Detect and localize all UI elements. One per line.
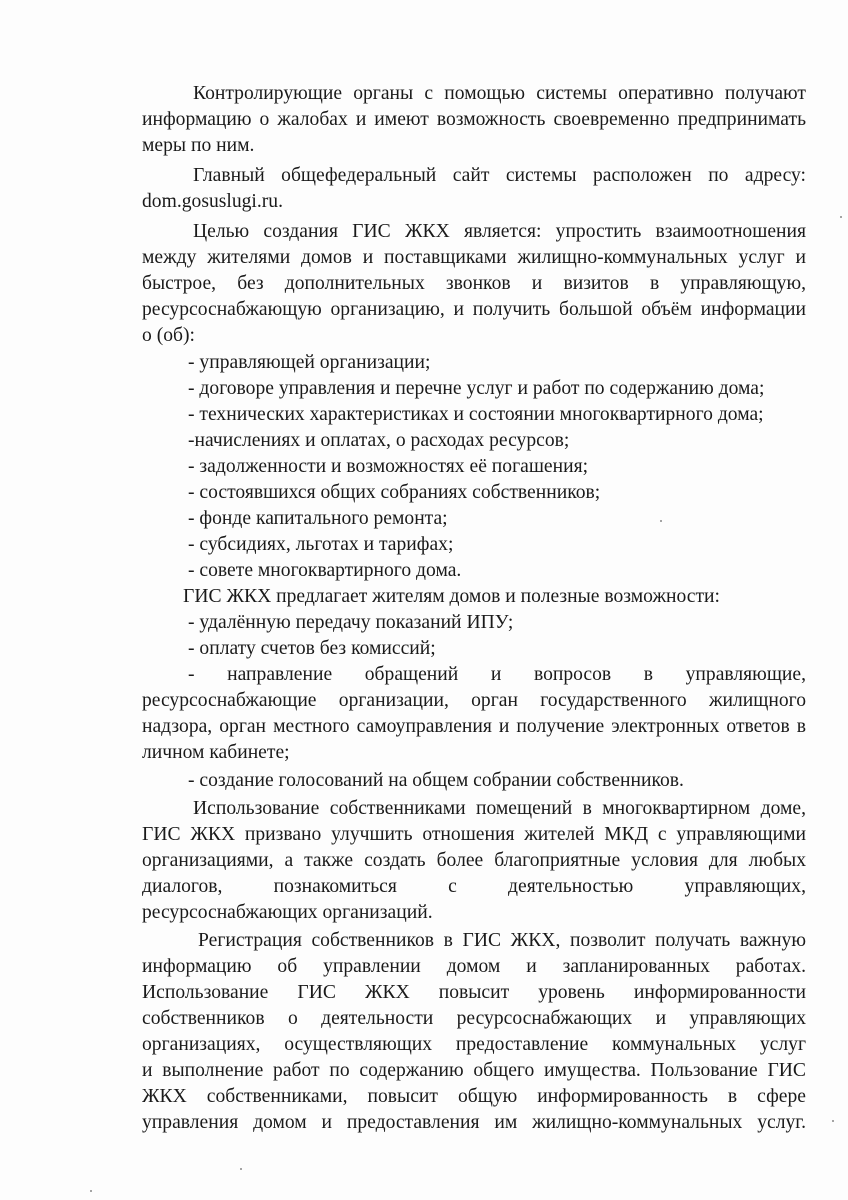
list-item: - удалённую передачу показаний ИПУ; xyxy=(188,612,514,633)
list-item: - состоявшихся общих собраниях собственников; xyxy=(188,482,601,503)
list-item: - направление обращений и вопросов в управляющие, xyxy=(188,664,806,685)
list-item: - совете многоквартирного дома. xyxy=(188,560,462,581)
paragraph-line: ЖКХ собственниками, повысит общую информированность в сфере xyxy=(142,1086,806,1107)
paragraph-line: Использование собственниками помещений в многоквартирном доме, xyxy=(193,798,806,819)
paragraph-line: Главный общефедеральный сайт системы расположен по адресу: xyxy=(193,165,806,186)
paragraph-line: диалогов, познакомиться с деятельностью управляющих, xyxy=(142,876,806,897)
website-address: dom.gosuslugi.ru. xyxy=(142,191,283,212)
paragraph-line: Использование ГИС ЖКХ повысит уровень информированности xyxy=(142,982,806,1003)
list-item: - договоре управления и перечне услуг и работ по содержанию дома; xyxy=(188,378,765,399)
list-item: - субсидиях, льготах и тарифах; xyxy=(188,534,454,555)
paragraph-line: Регистрация собственников в ГИС ЖКХ, позволит получать важную xyxy=(198,930,806,951)
list-item: - оплату счетов без комиссий; xyxy=(188,638,436,659)
paragraph-line: быстрое, без дополнительных звонков и визитов в управляющую, xyxy=(142,273,806,294)
scan-speck xyxy=(240,1168,242,1170)
list-item: -начислениях и оплатах, о расходах ресурсов; xyxy=(188,430,570,451)
paragraph-line: ГИС ЖКХ призвано улучшить отношения жителей МКД с управляющими xyxy=(142,824,806,845)
paragraph-line: и выполнение работ по содержанию общего имущества. Пользование ГИС xyxy=(142,1060,806,1081)
paragraph-line: надзора, орган местного самоуправления и получение электронных ответов в xyxy=(142,716,806,737)
paragraph-line: о (об): xyxy=(142,325,195,346)
paragraph-line: ресурсоснабжающих организаций. xyxy=(142,902,433,923)
list-item: - задолженности и возможностях её погашения; xyxy=(188,456,589,477)
list-item: - фонде капитального ремонта; xyxy=(188,508,448,529)
paragraph-line: организациями, а также создать более благоприятные условия для любых xyxy=(142,850,806,871)
list-item: - создание голосований на общем собрании собственников. xyxy=(188,770,684,791)
paragraph-line: личном кабинете; xyxy=(142,742,290,763)
paragraph-line: ресурсоснабжающие организации, орган государственного жилищного xyxy=(142,690,806,711)
paragraph-line: между жителями домов и поставщиками жилищно-коммунальных услуг и xyxy=(142,247,806,268)
scan-speck xyxy=(832,1120,834,1122)
paragraph-line: информацию о жалобах и имеют возможность своевременно предпринимать xyxy=(142,109,806,130)
scan-speck xyxy=(660,520,662,522)
scan-speck xyxy=(90,1190,92,1192)
paragraph-line: организациях, осуществляющих предоставление коммунальных услуг xyxy=(142,1034,806,1055)
paragraph-line: ресурсоснабжающую организацию, и получить большой объём информации xyxy=(142,299,806,320)
paragraph-line: информацию об управлении домом и запланированных работах. xyxy=(142,956,806,977)
paragraph-line: Контролирующие органы с помощью системы оперативно получают xyxy=(193,83,806,104)
list-item: - технических характеристиках и состоянии многоквартирного дома; xyxy=(188,404,764,425)
paragraph-line: управления домом и предоставления им жилищно-коммунальных услуг. xyxy=(142,1112,806,1133)
paragraph-line: меры по ним. xyxy=(142,135,255,156)
section-intro: ГИС ЖКХ предлагает жителям домов и полезные возможности: xyxy=(183,586,720,607)
scan-speck xyxy=(840,216,842,218)
list-item: - управляющей организации; xyxy=(188,352,431,373)
paragraph-line: собственников о деятельности ресурсоснабжающих и управляющих xyxy=(142,1008,806,1029)
paragraph-line: Целью создания ГИС ЖКХ является: упростить взаимоотношения xyxy=(193,221,806,242)
